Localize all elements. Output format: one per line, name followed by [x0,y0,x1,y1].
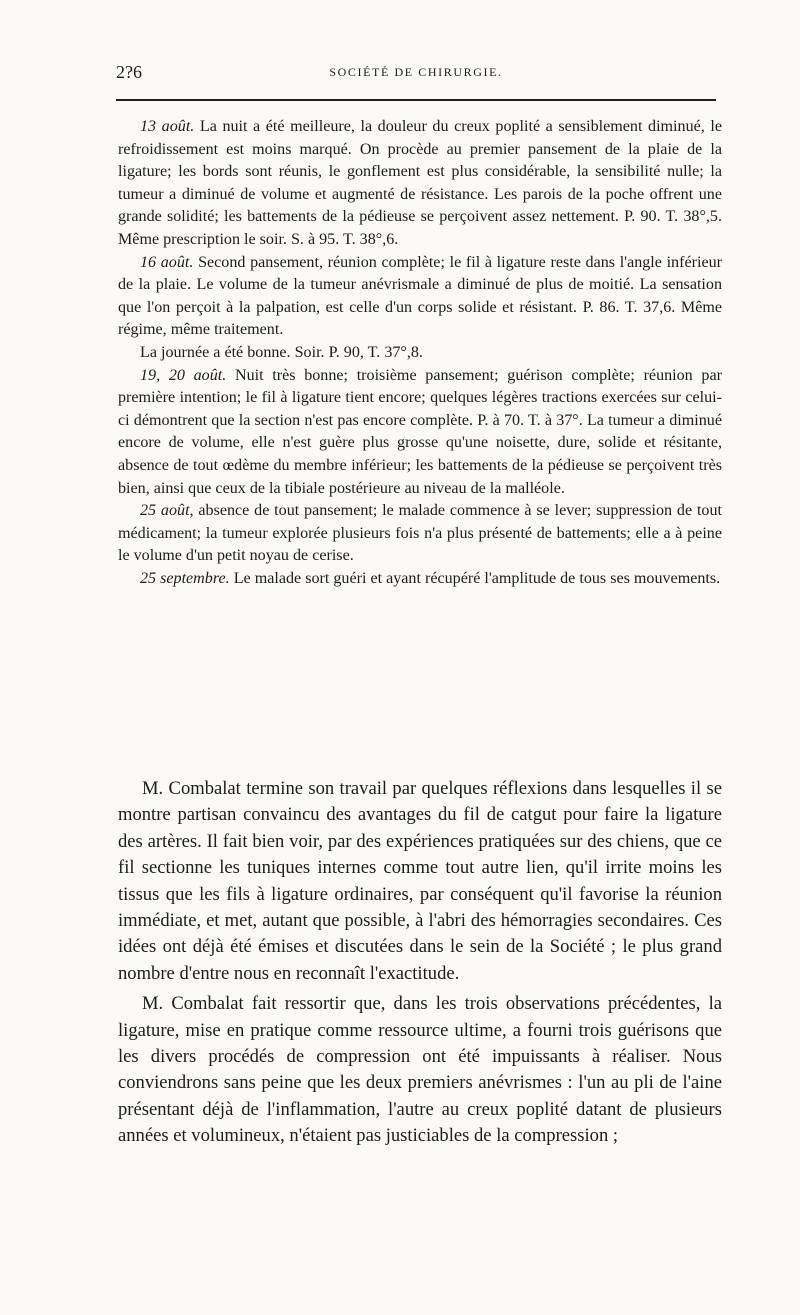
running-head [116,62,716,86]
commentary [118,776,722,1154]
entry-text: Le malade sort guéri et ayant récupéré l'amplitude de tous ses mouvements. [229,569,721,587]
entry-soir [118,342,722,365]
commentary-paragraph: M. Combalat termine son travail par quelques réflexions dans lesquelles il se montre partisan convaincu des avantages du fil de catgut pour faire la ligature des artères. Il fait bien voir, par des expériences pratiquées sur des chiens, que ce fil sectionne les tuniques internes comme tout autre lien, qu'il irrite moins les tissus que les fils à ligature ordinaires, par conséquent qu'il favorise la réunion immédiate, et met, autant que possible, à l'abri des hémorragies secondaires. Ces idées ont déjà été émises et discutées dans le sein de la Société ; le plus grand nombre d'entre nous en reconnaît l'exactitude. [118,778,722,984]
entry-text: La journée a été bonne. Soir. P. 90, T. 37°,8. [140,343,423,361]
header-rule [116,99,716,101]
journal-title: SOCIÉTÉ DE CHIRURGIE. [329,65,503,79]
entry-text: La nuit a été meilleure, la douleur du creux poplité a sensiblement diminué, le refroidissement est moins marqué. On procède au premier pansement de la plaie de la ligature; les bords sont réunis, le gonflement est plus considérable, la sensibilité nulle; la tumeur a diminué de volume et augmenté de résistance. Les parois de la poche offrent une grande solidité; les battements de la pédieuse se perçoivent assez nettement. P. 90. T. 38°,5. Même prescription le soir. S. à 95. T. 38°,6. [118,118,722,248]
entry-text: Nuit très bonne; troisième pansement; guérison complète; réunion par première intention; le fil à ligature tient encore; quelques légères tractions exercées sur celui-ci démontrent que la section n'est pas encore complète. P. à 70. T. à 37°. La tumeur a diminué encore de volume, elle n'est guère plus grosse qu'une noisette, dure, solide et résitante, absence de tout œdème du membre inférieur; les battements de la pédieuse se perçoivent très bien, ainsi que ceux de la tibiale postérieure au niveau de la malléole. [118,366,722,497]
entry-13-aout [118,116,722,252]
entry-19-20-aout [118,365,722,501]
entry-date: 25 août, [140,502,194,520]
entry-date: 25 septembre. [140,569,230,587]
entry-date: 13 août. [140,118,195,135]
entry-date: 19, 20 août. [140,366,227,384]
entry-16-aout [118,252,722,342]
entry-date: 16 août. [140,253,194,271]
entry-25-septembre [118,568,722,591]
entry-25-aout [118,500,722,568]
entry-text: absence de tout pansement; le malade commence à se lever; suppression de tout médicament; la tumeur explorée plusieurs fois n'a plus présenté de battements; elle a à peine le volume d'un petit noyau de cerise. [118,502,722,565]
commentary-paragraph: M. Combalat fait ressortir que, dans les trois observations précédentes, la ligature, mise en pratique comme ressource ultime, a fourni trois guérisons que les divers procédés de compression ont été impuissants à réaliser. Nous conviendrons sans peine que les deux premiers anévrismes : l'un au pli de l'aine présentant déjà de l'inflammation, l'autre au creux poplité datant de plusieurs années et volumineux, n'étaient pas justiciables de la compression ; [118,993,722,1147]
observation-notes [118,116,722,590]
page-number: 2?6 [116,62,142,82]
entry-text: Second pansement, réunion complète; le fil à ligature reste dans l'angle inférieur de la plaie. Le volume de la tumeur anévrismale a diminué de plus de moitié. La sensation que l'on perçoit à la palpation, est celle d'un corps solide et résistant. P. 86. T. 37,6. Même régime, même traitement. [118,253,722,339]
